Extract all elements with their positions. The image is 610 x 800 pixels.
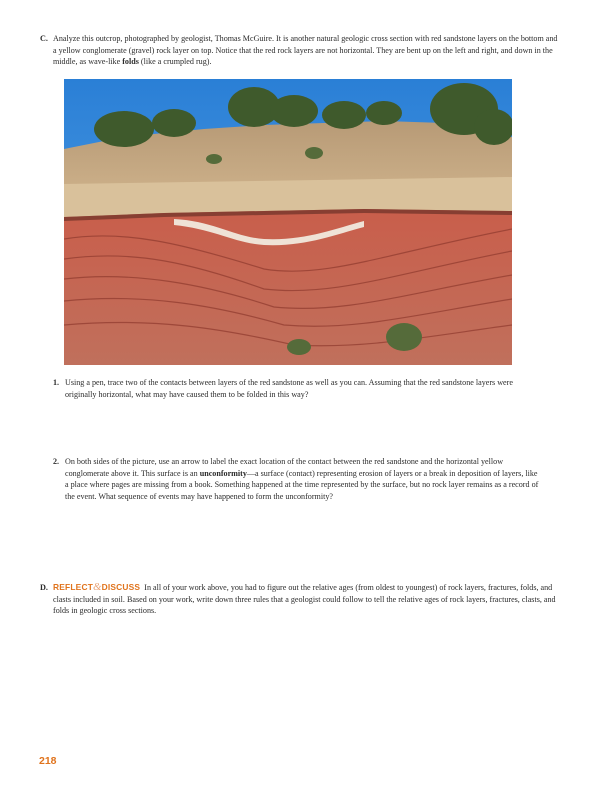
discuss-heading: DISCUSS xyxy=(101,582,141,592)
section-d-text xyxy=(53,582,558,617)
section-c-text-end: (like a crumpled rug). xyxy=(138,57,212,67)
question-2-text xyxy=(65,456,543,502)
section-c-text-part: Analyze this outcrop, photographed by geologist, Thomas McGuire. It is another natural geologic cross section with red sandstone layers on the bottom and a yellow conglomerate (gravel) rock layer on top. Notice that the red rock layers are not horizontal. They are bent up on the left and right, and down in the middle, as wave-like xyxy=(53,34,558,67)
question-2-text-end: —a surface (contact) representing erosion of layers or a break in deposition of layers, like a place where pages are missing from a book. Something happened at the time represented by the surface, but no rock layer remains as a record of the event. What sequence of events may have happened to form the unconformity? xyxy=(65,468,539,501)
page-number: 218 xyxy=(39,755,57,767)
question-2-text-part: On both sides of the picture, use an arrow to label the exact location of the contact between the red sandstone and the horizontal yellow conglomerate above it. This surface is an xyxy=(65,457,504,478)
unconformity-term: unconformity xyxy=(199,468,247,478)
red-sandstone xyxy=(64,209,512,365)
ampersand: & xyxy=(93,581,102,593)
section-c-text xyxy=(53,33,558,68)
folds-term: folds xyxy=(122,57,139,67)
reflect-heading: REFLECT xyxy=(53,582,94,592)
question-2-number: 2. xyxy=(53,457,60,466)
question-1-number: 1. xyxy=(53,378,60,387)
section-c-label: C. xyxy=(40,34,48,43)
section-d-body: In all of your work above, you had to figure out the relative ages (from oldest to youngest) of rock layers, fractures, folds, and clasts included in soil. Based on your work, write down three rules that a geologist could follow to tell the relative ages of rock layers, fractures, clasts, and folds in geologic cross sections. xyxy=(53,583,556,616)
outcrop-photo xyxy=(64,79,512,365)
section-d-label: D. xyxy=(40,583,48,592)
question-1-text: Using a pen, trace two of the contacts between layers of the red sandstone as well as you can. Assuming that the red sandstone layers were originally horizontal, what may have caused them to be folded in this way? xyxy=(65,378,513,399)
outcrop-illustration xyxy=(64,79,512,365)
